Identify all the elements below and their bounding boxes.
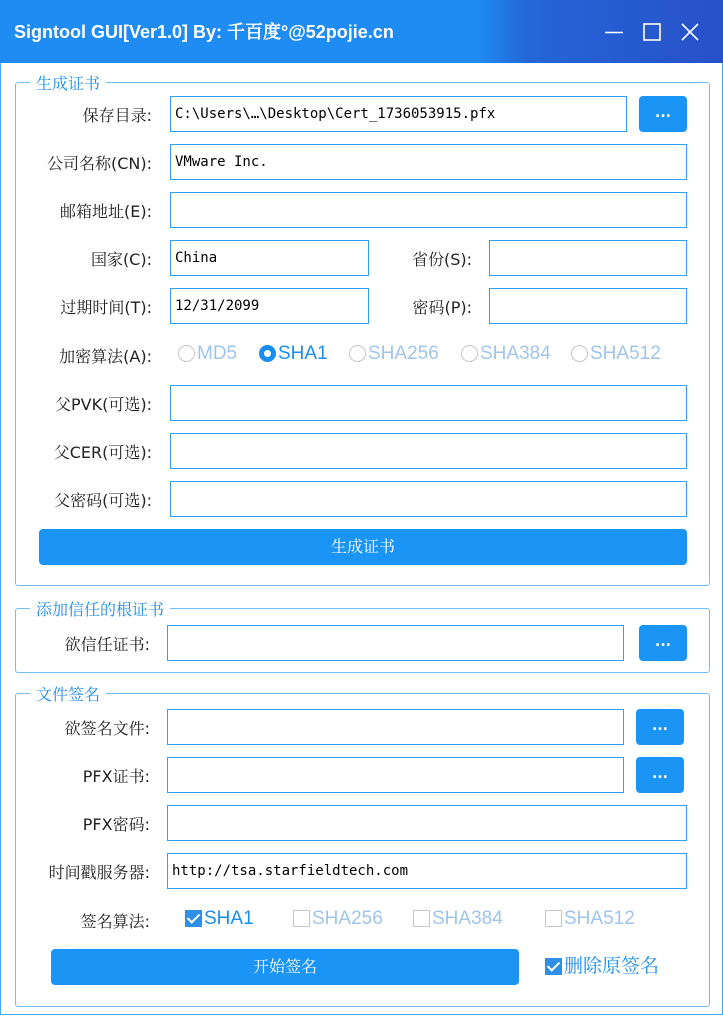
parent-cer-input[interactable]	[170, 433, 687, 469]
save-dir-browse-button[interactable]: ...	[639, 96, 687, 132]
password-label: 密码(P):	[412, 298, 472, 317]
radio-selected-icon	[259, 345, 276, 362]
expire-input[interactable]: 12/31/2099	[170, 288, 369, 324]
algo-label: 加密算法(A):	[59, 347, 152, 366]
radio-sha512[interactable]: SHA512	[571, 342, 661, 366]
trust-cert-browse-button[interactable]: ...	[639, 625, 687, 661]
checkbox-delete-signature[interactable]: 删除原签名	[545, 955, 659, 979]
window-title: Signtool GUI[Ver1.0] By: 千百度°@52pojie.cn	[14, 22, 394, 42]
password-input[interactable]	[489, 288, 687, 324]
radio-circle-icon	[571, 345, 588, 362]
parent-pvk-input[interactable]	[170, 385, 687, 421]
pfx-pwd-input[interactable]	[167, 805, 687, 841]
company-input[interactable]: VMware Inc.	[170, 144, 687, 180]
sign-algo-label: 签名算法:	[80, 912, 150, 931]
close-icon[interactable]	[678, 20, 702, 44]
checkbox-checked-icon	[185, 910, 202, 927]
title-bar[interactable]	[0, 0, 723, 63]
checkbox-checked-icon	[545, 958, 562, 975]
pfx-cert-label: PFX证书:	[82, 767, 150, 786]
cert-group-legend: 生成证书	[36, 74, 101, 93]
parent-pvk-label: 父PVK(可选):	[55, 395, 152, 414]
generate-cert-button[interactable]: 生成证书	[39, 529, 687, 565]
radio-sha1[interactable]: SHA1	[259, 342, 328, 366]
sign-file-input[interactable]	[167, 709, 624, 745]
radio-circle-icon	[178, 345, 195, 362]
radio-sha384[interactable]: SHA384	[461, 342, 551, 366]
expire-label: 过期时间(T):	[60, 298, 152, 317]
save-dir-input[interactable]: C:\Users\…\Desktop\Cert_1736053915.pfx	[170, 96, 627, 132]
email-label: 邮箱地址(E):	[60, 202, 152, 221]
trust-group-legend: 添加信任的根证书	[36, 600, 165, 619]
sign-group-legend: 文件签名	[36, 685, 101, 704]
company-label: 公司名称(CN):	[46, 154, 152, 173]
minimize-icon[interactable]	[602, 20, 626, 44]
radio-circle-icon	[461, 345, 478, 362]
checkbox-sha384[interactable]: SHA384	[413, 907, 503, 931]
checkbox-empty-icon	[413, 910, 430, 927]
radio-circle-icon	[349, 345, 366, 362]
tsa-input[interactable]: http://tsa.starfieldtech.com	[167, 853, 687, 889]
pfx-pwd-label: PFX密码:	[82, 815, 150, 834]
checkbox-empty-icon	[293, 910, 310, 927]
trust-cert-input[interactable]	[167, 625, 624, 661]
country-input[interactable]: China	[170, 240, 369, 276]
parent-cer-label: 父CER(可选):	[53, 443, 152, 462]
pfx-cert-browse-button[interactable]: ...	[636, 757, 684, 793]
checkbox-sha256[interactable]: SHA256	[293, 907, 383, 931]
country-label: 国家(C):	[90, 250, 152, 269]
radio-md5[interactable]: MD5	[178, 342, 237, 366]
province-input[interactable]	[489, 240, 687, 276]
maximize-icon[interactable]	[640, 20, 664, 44]
start-sign-button[interactable]: 开始签名	[51, 949, 519, 985]
checkbox-sha1[interactable]: SHA1	[185, 907, 254, 931]
parent-pwd-input[interactable]	[170, 481, 687, 517]
sign-file-label: 欲签名文件:	[64, 719, 150, 738]
tsa-label: 时间戳服务器:	[48, 863, 150, 882]
checkbox-empty-icon	[545, 910, 562, 927]
province-label: 省份(S):	[411, 250, 472, 269]
sign-file-browse-button[interactable]: ...	[636, 709, 684, 745]
algo-radio-group	[178, 342, 688, 368]
save-dir-label: 保存目录:	[82, 106, 152, 125]
trust-cert-label: 欲信任证书:	[64, 635, 150, 654]
checkbox-sha512[interactable]: SHA512	[545, 907, 635, 931]
radio-sha256[interactable]: SHA256	[349, 342, 439, 366]
parent-pwd-label: 父密码(可选):	[54, 491, 152, 510]
email-input[interactable]	[170, 192, 687, 228]
pfx-cert-input[interactable]	[167, 757, 624, 793]
